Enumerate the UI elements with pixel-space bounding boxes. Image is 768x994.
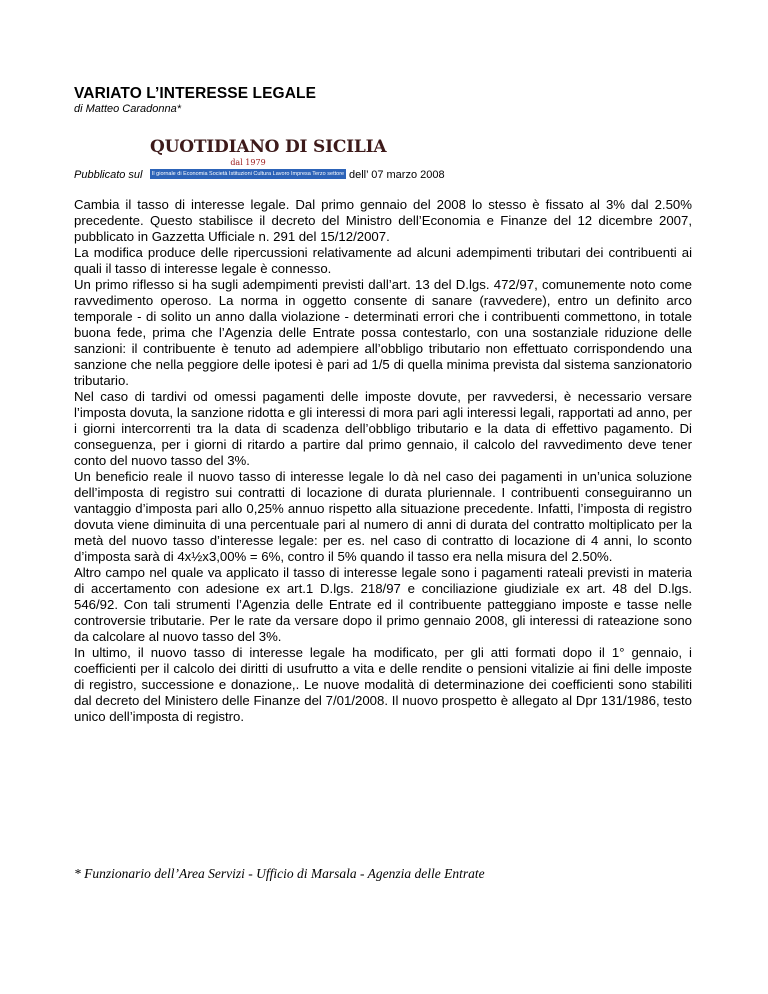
publication-line [74, 132, 514, 186]
newspaper-logo [150, 135, 387, 181]
article-title: VARIATO L’INTERESSE LEGALE [74, 85, 317, 102]
newspaper-logo-name: QUOTIDIANO DI SICILIA [150, 137, 387, 157]
paragraph: Nel caso di tardivi od omessi pagamenti delle imposte dovute, per ravvedersi, è necessario versare l’imposta dovuta, la sanzione ridotta e gli interessi di mora pari agli interessi legali, rapportati ad anno, per i giorni intercorrenti tra la data di scadenza dell’obbligo tributario e la data di effettivo pagamento. Di conseguenza, per i giorni di ritardo a partire dal primo gennaio, il calcolo del ravvedimento deve tener conto del nuovo tasso del 3%. [74, 389, 692, 468]
paragraph: Un primo riflesso si ha sugli adempimenti previsti dall’art. 13 del D.lgs. 472/97, comunemente noto come ravvedimento operoso. La norma in oggetto consente di sanare (ravvedere), entro un definito arco temporale - di solito un anno dalla violazione - determinati errori che i contribuenti commettono, in totale buona fede, prima che l’Agenzia delle Entrate possa contestarlo, con una sostanziale riduzione delle sanzioni: il contribuente è tenuto ad adempiere all’obbligo tributario non effettuato corrispondendo una sanzione che nella peggiore delle ipotesi è pari ad 1/5 di quella minima prevista dal sistema sanzionatorio tributario. [74, 277, 692, 388]
article-author: di Matteo Caradonna* [74, 103, 182, 115]
author-footnote: * Funzionario dell’Area Servizi - Ufficio di Marsala - Agenzia delle Entrate [74, 866, 485, 881]
paragraph: In ultimo, il nuovo tasso di interesse legale ha modificato, per gli atti formati dopo il 1° gennaio, i coefficienti per il calcolo dei diritti di usufrutto a vita e delle rendite o pensioni vitalizie ai fini delle imposte di registro, successione e donazione,. Le nuove modalità di determinazione dei coefficienti sono stabiliti dal decreto del Ministero delle Finanze del 7/01/2008. Il nuovo prospetto è allegato al Dpr 131/1986, testo unico dell’imposta di registro. [74, 645, 692, 724]
published-date: dell’ 07 marzo 2008 [349, 169, 445, 181]
published-label: Pubblicato sul [74, 169, 143, 181]
newspaper-logo-tagline: Il giornale di Economia Società Istituzioni Cultura Lavoro Impresa Terzo settore [151, 171, 345, 177]
paragraph: La modifica produce delle ripercussioni relativamente ad alcuni adempimenti tributari dei contribuenti ai quali il tasso di interesse legale è connesso. [74, 245, 692, 276]
paragraph: Un beneficio reale il nuovo tasso di interesse legale lo dà nel caso dei pagamenti in un’unica soluzione dell’imposta di registro sui contratti di locazione di durata pluriennale. I contribuenti conseguiranno un vantaggio d’imposta pari allo 0,25% annuo rispetto alla situazione precedente. Infatti, l’imposta di registro dovuta viene diminuita di una percentuale pari al numero di anni di durata del contratto moltiplicato per la metà del nuovo tasso d’interesse legale: per es. nel caso di contratto di locazione di 4 anni, lo sconto d’imposta sarà di 4x½x3,00% = 6%, contro il 5% quando il tasso era nella misura del 2.50%. [74, 469, 692, 564]
article-body [74, 197, 692, 725]
newspaper-logo-established: dal 1979 [230, 158, 266, 167]
paragraph: Cambia il tasso di interesse legale. Dal primo gennaio del 2008 lo stesso è fissato al 3% dal 2.50% precedente. Questo stabilisce il decreto del Ministro dell’Economia e Finanze del 12 dicembre 2007, pubblicato in Gazzetta Ufficiale n. 291 del 15/12/2007. [74, 197, 692, 244]
paragraph: Altro campo nel quale va applicato il tasso di interesse legale sono i pagamenti rateali previsti in materia di accertamento con adesione ex art.1 D.lgs. 218/97 e conciliazione giudiziale ex art. 48 del D.lgs. 546/92. Con tali strumenti l’Agenzia delle Entrate ed il contribuente patteggiano imposte e tasse nelle controversie tributarie. Per le rate da versare dopo il primo gennaio 2008, gli interessi di rateazione sono da calcolare al nuovo tasso del 3%. [74, 565, 692, 644]
